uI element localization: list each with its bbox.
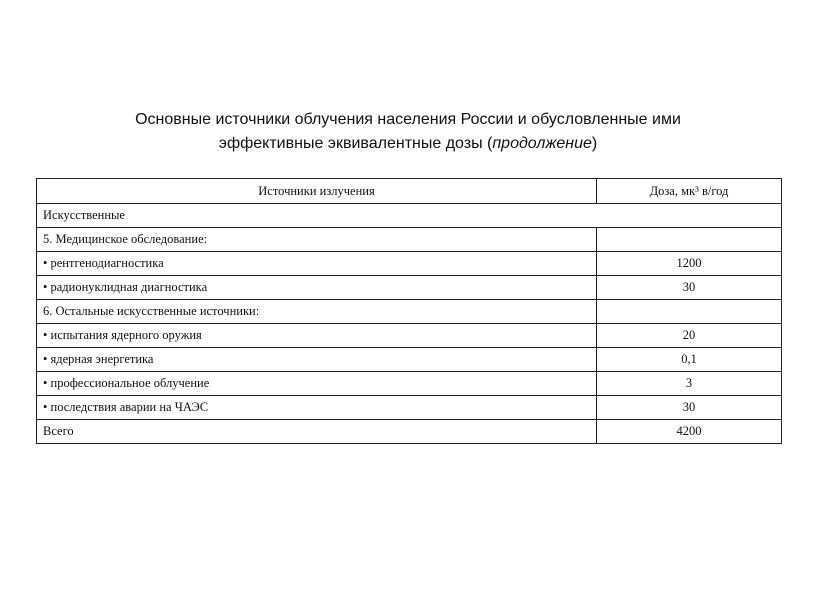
radiation-sources-table (36, 178, 782, 444)
row-dose (597, 300, 782, 324)
row-dose: 30 (597, 276, 782, 300)
table-row (37, 324, 782, 348)
row-source: • последствия аварии на ЧАЭС (37, 396, 597, 420)
row-source: Искусственные (37, 204, 782, 228)
title-line-2-end: ) (591, 135, 598, 152)
table-row (37, 300, 782, 324)
row-source: 6. Остальные искусственные источники: (37, 300, 597, 324)
row-source: • радионуклидная диагностика (37, 276, 597, 300)
title-line-2 (36, 132, 780, 156)
row-source: • рентгенодиагностика (37, 252, 597, 276)
table-row (37, 396, 782, 420)
row-dose (597, 228, 782, 252)
row-dose: 20 (597, 324, 782, 348)
row-source: 5. Медицинское обследование: (37, 228, 597, 252)
row-source: • ядерная энергетика (37, 348, 597, 372)
table-row (37, 372, 782, 396)
row-source: • профессиональное облучение (37, 372, 597, 396)
row-source: Всего (37, 420, 597, 444)
header-dose: Доза, мк³ в/год (597, 179, 782, 204)
row-source: • испытания ядерного оружия (37, 324, 597, 348)
header-source: Источники излучения (37, 179, 597, 204)
title-line-2-main: эффективные эквивалентные дозы ( (218, 135, 493, 152)
row-dose: 3 (597, 372, 782, 396)
row-dose: 0,1 (597, 348, 782, 372)
title-line-2-italic: продолжение (492, 135, 592, 152)
table-row (37, 348, 782, 372)
table-row (37, 252, 782, 276)
page-title (36, 108, 780, 156)
table-row (37, 420, 782, 444)
title-line-1: Основные источники облучения населения России и обусловленные ими (135, 111, 681, 128)
table-row (37, 228, 782, 252)
table-row (37, 276, 782, 300)
row-dose: 4200 (597, 420, 782, 444)
table-row (37, 204, 782, 228)
row-dose: 1200 (597, 252, 782, 276)
table-header-row (37, 179, 782, 204)
row-dose: 30 (597, 396, 782, 420)
